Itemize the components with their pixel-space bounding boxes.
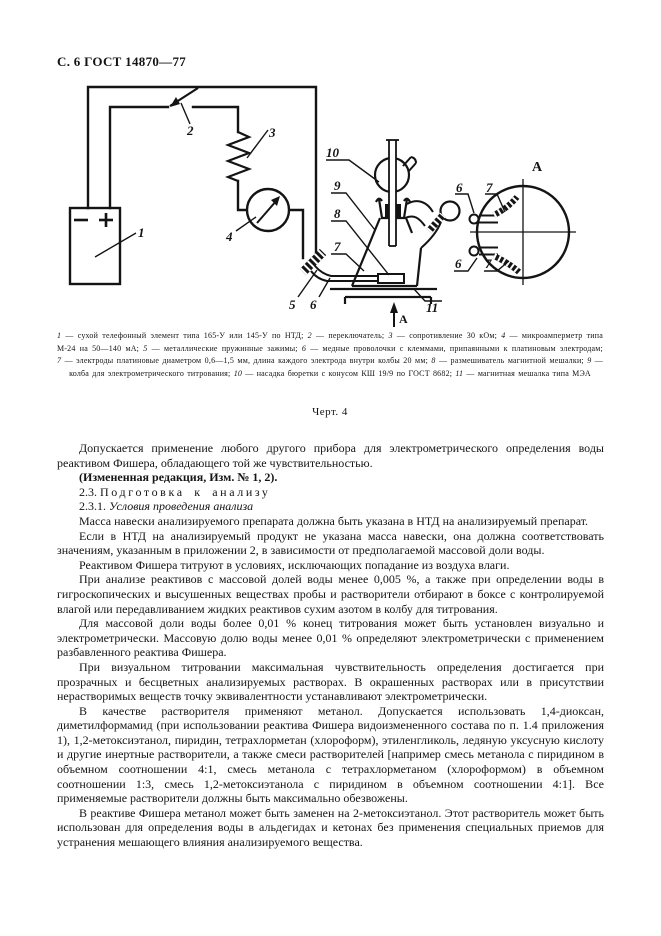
flask-side-arm bbox=[405, 201, 460, 248]
page-header: С. 6 ГОСТ 14870—77 bbox=[57, 54, 187, 69]
part-label-5: 5 bbox=[289, 297, 296, 312]
microammeter bbox=[247, 189, 289, 231]
paragraph: При визуальном титровании максимальная чувствительность определения достигается при прозрачных и бесцветных анализируемых растворах. В окрашенных растворах или в присутствии нерастворимых веществ точку эквивалентности устанавливают электрометрически. bbox=[57, 659, 604, 704]
part-label-7-top: 7 bbox=[486, 180, 493, 195]
burette-nozzle bbox=[375, 140, 416, 247]
paragraph: Если в НТД на анализируемый продукт не указана масса навески, она должна соответствовать значениям, указанным в приложении 2, в зависимости от предполагаемой массовой доли воды. bbox=[57, 528, 604, 558]
figure-diagram bbox=[60, 80, 590, 332]
paragraph: При анализе реактивов с массовой долей воды менее 0,005 %, а также при определении воды в гигроскопических и высушенных веществах пробы и растворители отбирают в боксе с контролируемой влагой или передавливанием жидких реактивов сухим азотом в колбу для титрования. bbox=[57, 572, 604, 616]
apparatus-schematic bbox=[60, 80, 590, 332]
detail-view-title: А bbox=[531, 160, 543, 175]
section-arrow bbox=[390, 302, 398, 327]
part-label-6-bottom: 6 bbox=[455, 256, 462, 271]
switch bbox=[170, 88, 198, 107]
paragraph: Реактивом Фишера титруют в условиях, исключающих попадание из воздуха влаги. bbox=[79, 557, 510, 572]
part-label-7: 7 bbox=[334, 239, 341, 254]
part-label-9: 9 bbox=[334, 178, 341, 193]
paragraph: В качестве растворителя применяют метанол. Допускается использовать 1,4-диоксан, диметилформамид (при использовании реактива Фишера видоизмененного состава по п. 1.4 приложения 1), 1,2-метоксиэтанол, пиридин, тетрахлорметан (хлороформ), этиленгликоль, ледяную уксусную кислоту и другие инертные растворители, а также смеси растворителей [например смесь метанола с пиридином в объемном соотношении 4:1, смесь метанола с тетрахлорметаном (хлороформом) в объемном соотношении 1:3, смесь 1,2-метоксиэтанола с пиридином в объемном соотношении 4:1]. Все применяемые растворители должны быть максимально обезвожены. bbox=[57, 703, 604, 806]
stirrer-bar bbox=[378, 274, 404, 283]
paragraph: 2.3. Подготовка к анализу bbox=[79, 484, 271, 499]
part-label-1: 1 bbox=[138, 225, 145, 240]
paragraph: Допускается применение любого другого прибора для электрометрического определения воды реактивом Фишера, обладающего той же чувствительностью. bbox=[57, 441, 604, 470]
part-label-6: 6 bbox=[310, 297, 317, 312]
paragraph: 2.3.1. Условия проведения анализа bbox=[79, 499, 254, 514]
circuit-wires bbox=[88, 87, 316, 258]
figure-title: Черт. 4 bbox=[312, 406, 348, 418]
electrode-wires bbox=[311, 266, 378, 281]
spring-clamp bbox=[303, 252, 323, 272]
resistor bbox=[228, 132, 249, 181]
figure-caption: 1 — сухой телефонный элемент типа 165-У или 145-У по НТД; 2 — переключатель; 3 — сопротивление 30 кОм; 4 — микроамперметр типа М-24 на 50—140 мА; 5 — металлические пружинные зажимы; 6 — медные проволочки с клеммами, припаянными к платиновым электродам; 7 — электроды платиновые диаметром 0,6—1,5 мм, длина каждого электрода внутри колбы 20 мм; 8 — размешиватель магнитной мешалки; 9 — колба для электрометрического титрования; 10 — насадка бюретки с конусом КШ 19/9 по ГОСТ 8682; 11 — магнитная мешалка типа МЭА bbox=[57, 331, 604, 378]
part-label-10: 10 bbox=[326, 145, 339, 160]
battery-polarity-marks bbox=[74, 213, 113, 227]
section-arrow-label: А bbox=[399, 312, 408, 326]
part-label-11: 11 bbox=[426, 300, 439, 315]
body-paragraphs bbox=[57, 441, 604, 850]
paragraph: В реактиве Фишера метанол может быть заменен на 2-метоксиэтанол. Этот растворитель может быть использован для определения воды в альдегидах и кетонах без применения специальных приемов для устранения мешающего влияния анализируемого вещества. bbox=[57, 805, 604, 850]
part-label-2: 2 bbox=[187, 123, 194, 138]
part-label-4: 4 bbox=[226, 229, 233, 244]
paragraph: (Измененная редакция, Изм. № 1, 2). bbox=[79, 470, 278, 485]
part-label-3: 3 bbox=[269, 125, 276, 140]
part-label-6-top: 6 bbox=[456, 180, 463, 195]
part-label-7-bottom: 7 bbox=[485, 256, 492, 271]
part-label-8: 8 bbox=[334, 206, 341, 221]
paragraph: Для массовой доли воды более 0,01 % конец титрования может быть установлен визуально и электрометрически. Массовую долю воды менее 0,01 % определяют электрометрически с применением разбавленного реактива Фишера. bbox=[57, 616, 604, 660]
paragraph: Масса навески анализируемого препарата должна быть указана в НТД на анализируемый препарат. bbox=[79, 513, 589, 528]
